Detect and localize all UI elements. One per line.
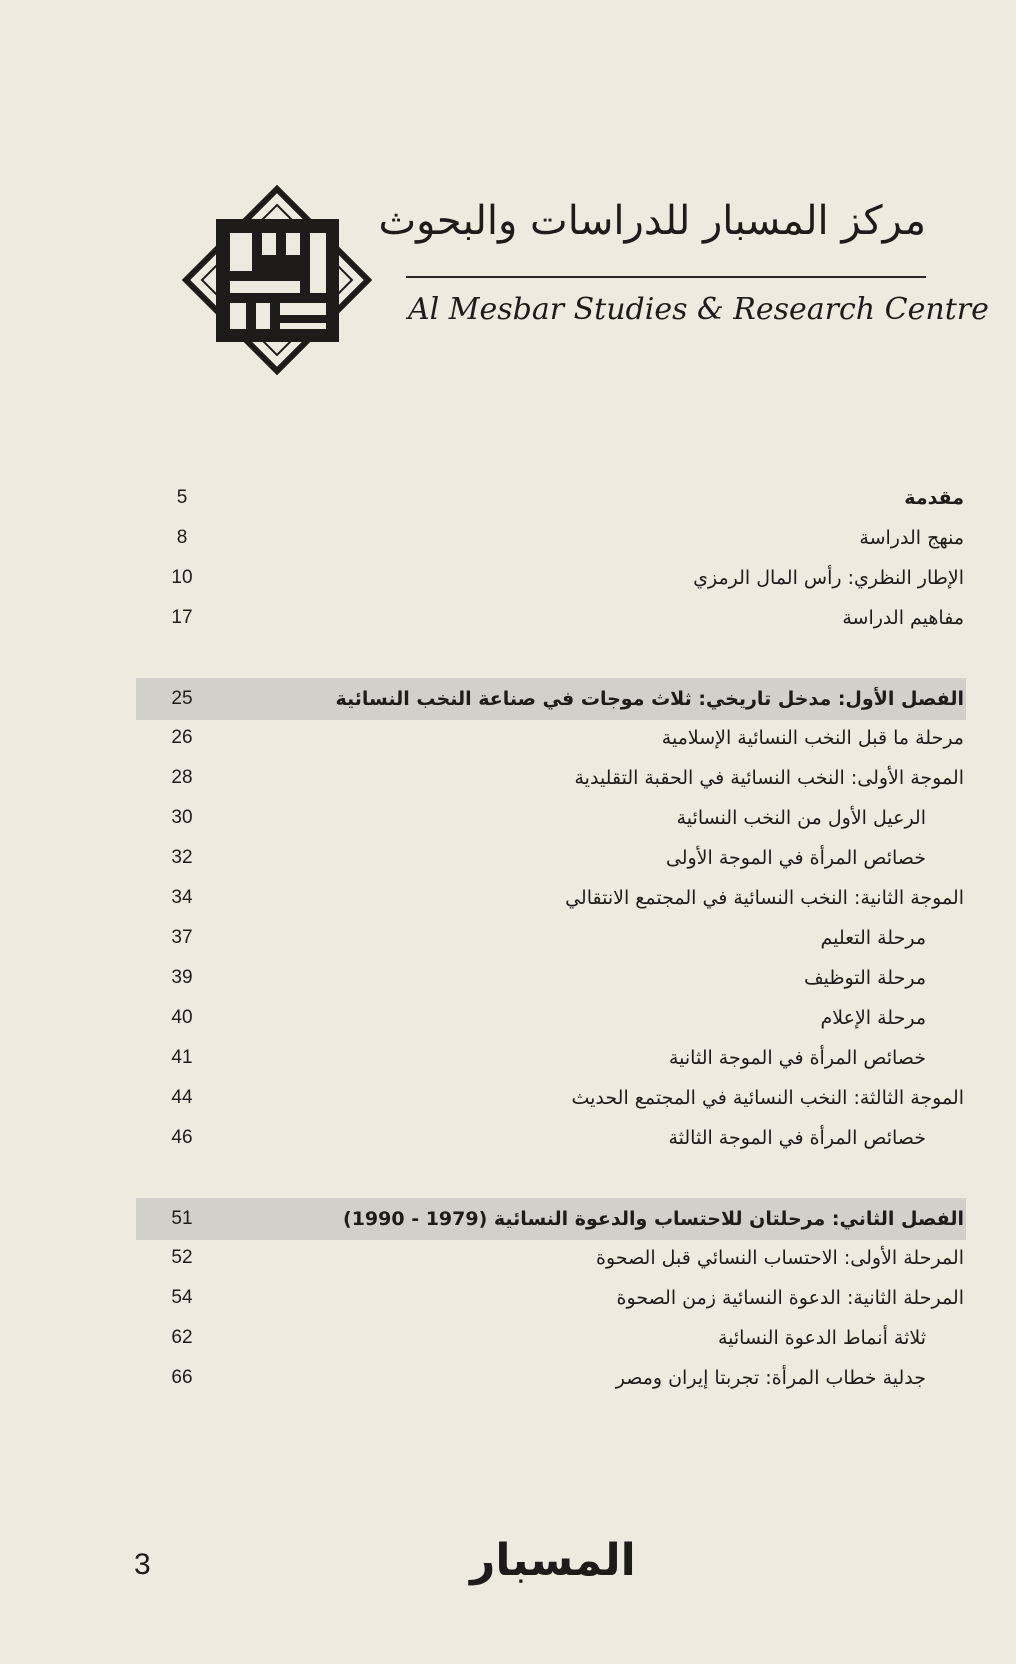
toc-entry-page: 8: [176, 527, 188, 548]
toc-entry-title: ثلاثة أنماط الدعوة النسائية: [717, 1327, 926, 1349]
toc-entry-title: منهج الدراسة: [859, 527, 964, 549]
toc-entry-title: مرحلة ما قبل النخب النسائية الإسلامية: [661, 727, 964, 749]
toc-entry-title: مرحلة التعليم: [820, 927, 926, 949]
toc-entry[interactable]: [136, 518, 966, 558]
toc-entry[interactable]: [136, 1238, 966, 1278]
toc-subentry[interactable]: [136, 958, 966, 998]
toc-chapter-title: الفصل الثاني: مرحلتان للاحتساب والدعوة النسائية (1979 - 1990): [343, 1208, 964, 1230]
page-number: 3: [134, 1548, 151, 1581]
toc-entry-title: خصائص المرأة في الموجة الثالثة: [668, 1127, 926, 1149]
toc-entry-page: 25: [171, 688, 193, 709]
toc-entry-page: 34: [171, 887, 193, 908]
toc-entry-page: 32: [171, 847, 193, 868]
toc-entry-title: الرعيل الأول من النخب النسائية: [676, 807, 926, 829]
toc-entry-page: 52: [171, 1247, 193, 1268]
toc-entry-page: 62: [171, 1327, 193, 1348]
toc-entry-title: الإطار النظري: رأس المال الرمزي: [693, 567, 964, 589]
toc-chapter-1[interactable]: [136, 678, 966, 720]
toc-entry[interactable]: [136, 758, 966, 798]
toc-entry-page: 39: [171, 967, 193, 988]
toc-entry-title: جدلية خطاب المرأة: تجربتا إيران ومصر: [615, 1367, 926, 1389]
toc-subentry[interactable]: [136, 838, 966, 878]
toc-entry-title: الموجة الأولى: النخب النسائية في الحقبة التقليدية: [574, 767, 964, 789]
toc-subentry[interactable]: [136, 798, 966, 838]
toc-entry-page: 17: [171, 607, 193, 628]
toc-subentry[interactable]: [136, 1038, 966, 1078]
toc-entry[interactable]: [136, 558, 966, 598]
toc-entry[interactable]: [136, 878, 966, 918]
toc-entry-title: الموجة الثانية: النخب النسائية في المجتمع الانتقالي: [565, 887, 964, 909]
toc-entry-page: 40: [171, 1007, 193, 1028]
toc-entry[interactable]: [136, 718, 966, 758]
mesbar-logo-icon: [180, 183, 375, 378]
toc-entry-page: 5: [176, 487, 188, 508]
toc-entry-page: 30: [171, 807, 193, 828]
toc-entry-title: مرحلة الإعلام: [820, 1007, 926, 1029]
toc-entry-page: 41: [171, 1047, 193, 1068]
toc-entry-title: مفاهيم الدراسة: [842, 607, 964, 629]
toc-subentry[interactable]: [136, 1358, 966, 1398]
toc-entry-page: 54: [171, 1287, 193, 1308]
toc-entry[interactable]: [136, 598, 966, 638]
toc-entry-title: خصائص المرأة في الموجة الأولى: [665, 847, 926, 869]
toc-entry-title: المرحلة الثانية: الدعوة النسائية زمن الصحوة: [616, 1287, 964, 1309]
toc-entry-page: 46: [171, 1127, 193, 1148]
toc-subentry[interactable]: [136, 1318, 966, 1358]
toc-entry-page: 66: [171, 1367, 193, 1388]
toc-entry-page: 28: [171, 767, 193, 788]
toc-entry[interactable]: [136, 1278, 966, 1318]
toc-chapter-2[interactable]: [136, 1198, 966, 1240]
toc-chapter-title: الفصل الأول: مدخل تاريخي: ثلاث موجات في صناعة النخب النسائية: [335, 688, 964, 710]
toc-subentry[interactable]: [136, 1118, 966, 1158]
toc-entry-title: الموجة الثالثة: النخب النسائية في المجتمع الحديث: [571, 1087, 964, 1109]
toc-entry-page: 10: [171, 567, 193, 588]
toc-entry-introduction[interactable]: [136, 478, 966, 518]
toc-entry-page: 26: [171, 727, 193, 748]
header-divider: [406, 276, 926, 278]
toc-entry-page: 51: [171, 1208, 193, 1229]
footer-brand-name: المسبار: [470, 1535, 636, 1586]
toc-entry-title: المرحلة الأولى: الاحتساب النسائي قبل الصحوة: [596, 1247, 964, 1269]
toc-subentry[interactable]: [136, 998, 966, 1038]
toc-entry[interactable]: [136, 1078, 966, 1118]
toc-entry-title: مقدمة: [904, 487, 964, 509]
toc-entry-title: خصائص المرأة في الموجة الثانية: [668, 1047, 926, 1069]
toc-entry-title: مرحلة التوظيف: [803, 967, 926, 989]
centre-name-arabic: مركز المسبار للدراسات والبحوث: [378, 198, 926, 244]
toc-entry-page: 37: [171, 927, 193, 948]
toc-entry-page: 44: [171, 1087, 193, 1108]
centre-name-english: Al Mesbar Studies & Research Centre: [408, 292, 989, 327]
toc-subentry[interactable]: [136, 918, 966, 958]
